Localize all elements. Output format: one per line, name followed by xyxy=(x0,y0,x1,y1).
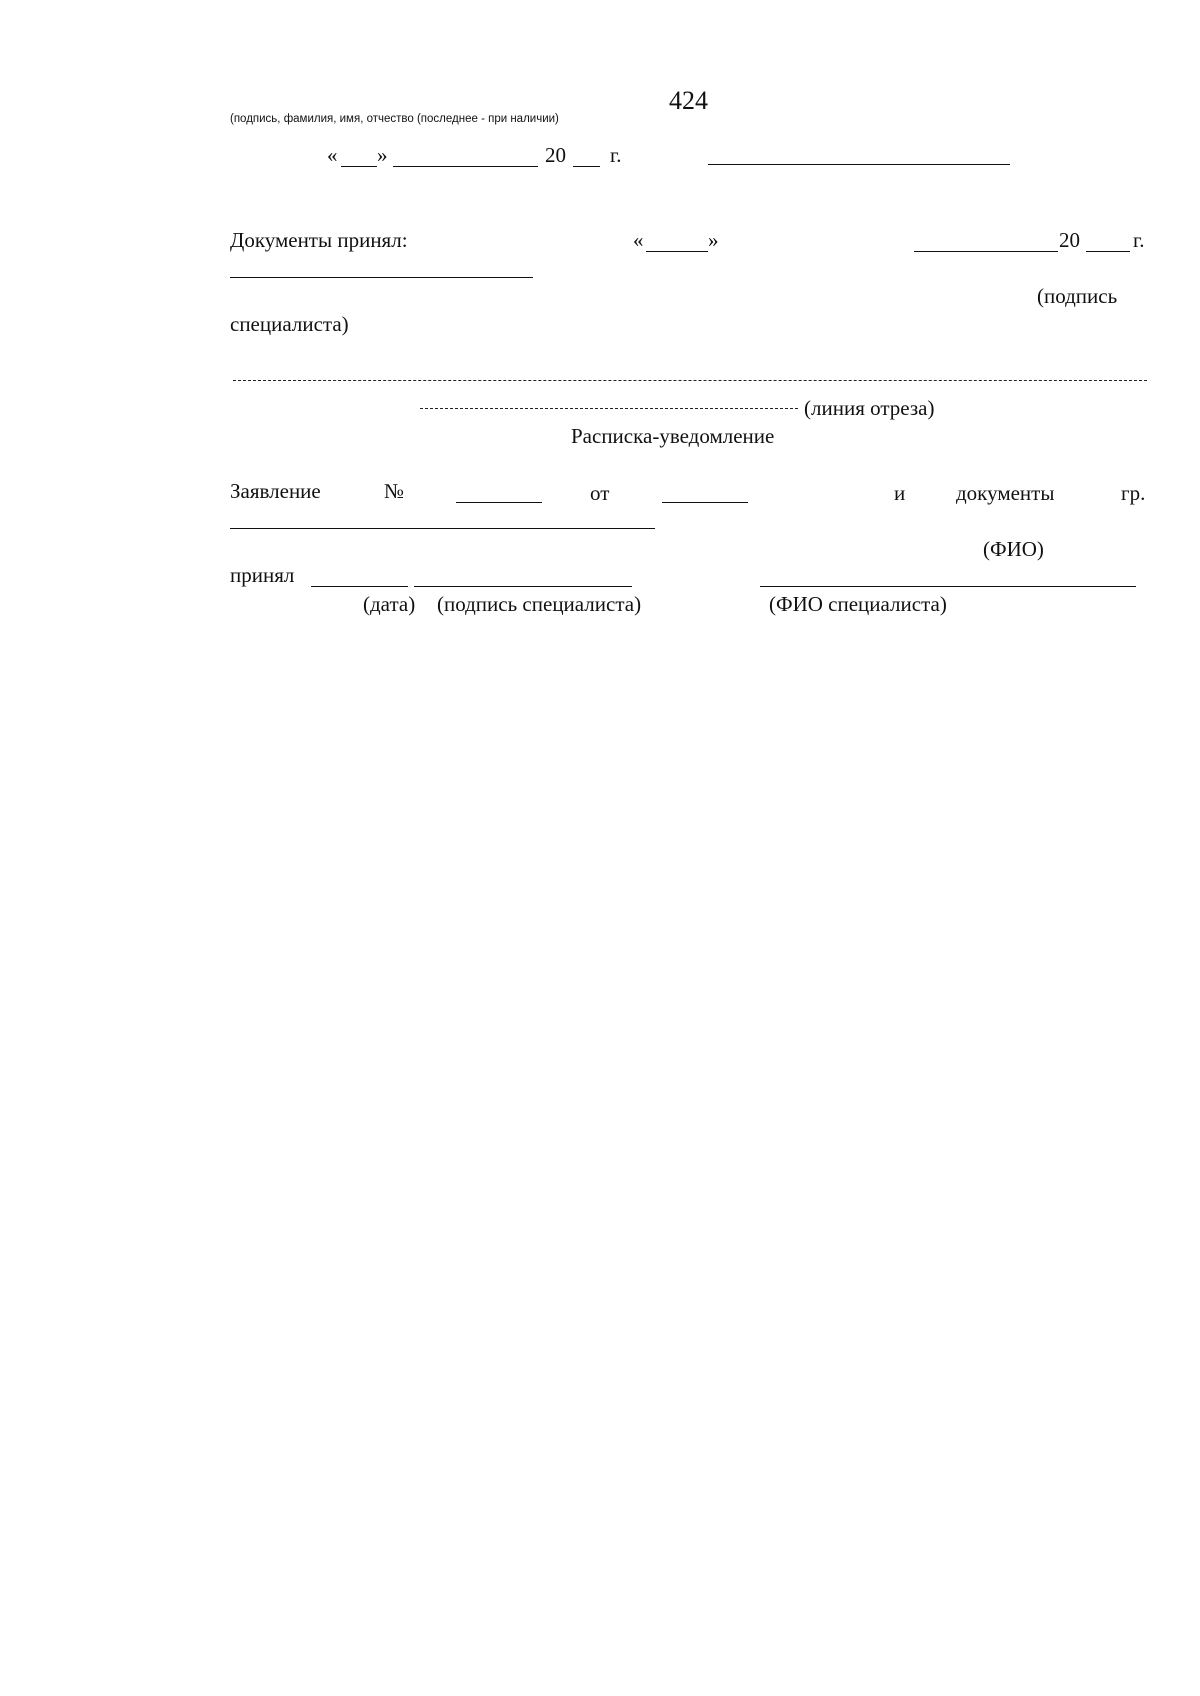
specialist-signature-caption-1: (подпись xyxy=(1037,284,1118,308)
docs-month-blank[interactable] xyxy=(914,251,1058,252)
application-date-blank[interactable] xyxy=(662,502,748,503)
citizen-label: гр. xyxy=(1121,481,1146,505)
fio-caption: (ФИО) xyxy=(983,537,1044,561)
cut-line-label: (линия отреза) xyxy=(804,396,935,420)
specialist-signature-caption-2: специалиста) xyxy=(230,312,349,336)
application-number-blank[interactable] xyxy=(456,502,542,503)
accepted-signature-blank[interactable] xyxy=(414,586,632,587)
month-blank[interactable] xyxy=(393,166,538,167)
docs-day-blank[interactable] xyxy=(646,251,708,252)
docs-received-label: Документы принял: xyxy=(230,228,408,252)
documents-label: документы xyxy=(956,481,1055,505)
specialist-fio-blank[interactable] xyxy=(760,586,1136,587)
date-close-quote: » xyxy=(377,143,388,167)
signature-specialist-caption: (подпись специалиста) xyxy=(437,592,642,616)
signature-caption: (подпись, фамилия, имя, отчество (последнее - при наличии) xyxy=(230,113,559,125)
application-label: Заявление xyxy=(230,479,321,503)
year-blank[interactable] xyxy=(573,166,600,167)
docs-date-close-quote: » xyxy=(708,228,719,252)
year-prefix: 20 xyxy=(545,143,566,167)
date-caption: (дата) xyxy=(363,592,416,616)
docs-year-prefix: 20 xyxy=(1059,228,1080,252)
docs-year-blank[interactable] xyxy=(1086,251,1130,252)
from-label: от xyxy=(590,481,610,505)
day-blank[interactable] xyxy=(341,166,377,167)
accepted-label: принял xyxy=(230,563,295,587)
signature-line[interactable] xyxy=(708,164,1010,165)
date-open-quote: « xyxy=(327,143,338,167)
page-number: 424 xyxy=(669,86,708,115)
receipt-title: Расписка-уведомление xyxy=(571,424,775,448)
specialist-fio-caption: (ФИО специалиста) xyxy=(769,592,947,616)
year-suffix: г. xyxy=(610,143,622,167)
docs-year-suffix: г. xyxy=(1133,228,1145,252)
citizen-fio-line[interactable] xyxy=(230,528,655,529)
and-label: и xyxy=(894,481,906,505)
number-sign: № xyxy=(384,479,405,503)
specialist-signature-line[interactable] xyxy=(230,277,533,278)
docs-date-open-quote: « xyxy=(633,228,644,252)
accepted-date-blank[interactable] xyxy=(311,586,408,587)
cut-line-full xyxy=(233,380,1147,381)
cut-line-short xyxy=(420,408,798,409)
